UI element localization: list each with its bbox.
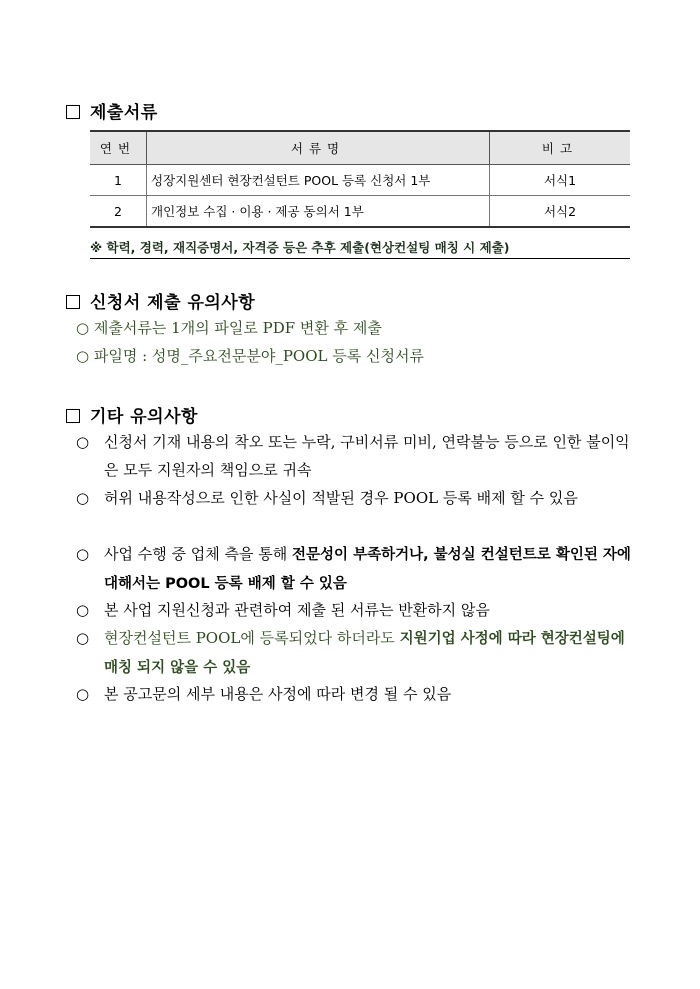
- list-item-bold: 지원기업 사정에 따라 현장컨설팅에 매칭 되지 않을 수 있음: [104, 631, 625, 676]
- bullet-circle-icon: ○: [76, 433, 90, 451]
- section-title-text: 신청서 제출 유의사항: [90, 293, 256, 313]
- checkbox-square-icon: [66, 105, 80, 119]
- bullet-circle-icon: ○: [76, 685, 90, 703]
- list-item-text: [104, 540, 636, 598]
- list-item: [76, 314, 636, 342]
- row-name: 성장지원센터 현장컨설턴트 POOL 등록 신청서 1부: [147, 165, 490, 196]
- list-item: [76, 680, 636, 708]
- bullet-circle-icon: ○: [76, 545, 90, 563]
- header-no: 연번: [90, 131, 147, 165]
- section-title-text: 제출서류: [90, 103, 158, 123]
- list-item: [76, 484, 636, 512]
- bullet-circle-icon: ○: [76, 489, 90, 507]
- table-row: [90, 165, 630, 196]
- row-no: 2: [90, 196, 147, 228]
- checkbox-square-icon: [66, 295, 80, 309]
- bullet-circle-icon: ○: [76, 629, 90, 647]
- header-name: 서류명: [147, 131, 490, 165]
- section-title-text: 기타 유의사항: [90, 407, 198, 427]
- documents-table: [90, 130, 630, 228]
- list-item: [76, 540, 636, 598]
- list-item-text: 허위 내용작성으로 인한 사실이 적발된 경우 POOL 등록 배제 할 수 있음: [104, 489, 578, 507]
- list-item: [76, 342, 636, 370]
- list-item-text: [104, 624, 636, 682]
- list-item: [76, 428, 636, 484]
- list-item-text: ○ 파일명 : 성명_주요전문분야_POOL 등록 신청서류: [76, 347, 424, 365]
- list-item-text: 신청서 기재 내용의 착오 또는 누락, 구비서류 미비, 연락불능 등으로 인한 불이익은 모두 지원자의 책임으로 귀속: [104, 433, 630, 479]
- list-item-bold: 전문성이 부족하거나, 불성실 컨설턴트로 확인된 자에 대해서는 POOL 등록 배제 할 수 있음: [104, 547, 631, 592]
- list-item-plain: 현장컨설턴트 POOL에 등록되었다 하더라도: [104, 629, 400, 647]
- section-title-other: [66, 402, 198, 427]
- list-item-text: 본 사업 지원신청과 관련하여 제출 된 서류는 반환하지 않음: [104, 601, 490, 619]
- row-note: 서식1: [490, 165, 631, 196]
- checkbox-square-icon: [66, 409, 80, 423]
- section-title-documents: [66, 98, 158, 123]
- submission-note: ※ 학력, 경력, 재직증명서, 자격증 등은 추후 제출(현상컨설팅 매칭 시 제출): [90, 238, 630, 259]
- row-note: 서식2: [490, 196, 631, 228]
- row-name: 개인정보 수집 · 이용 · 제공 동의서 1부: [147, 196, 490, 228]
- bullet-circle-icon: ○: [76, 601, 90, 619]
- list-item-plain: 사업 수행 중 업체 측을 통해: [104, 545, 292, 563]
- table-row: [90, 196, 630, 228]
- list-item: [76, 624, 636, 682]
- section-title-submission: [66, 288, 255, 313]
- list-item: [76, 596, 636, 624]
- header-note: 비고: [490, 131, 631, 165]
- table-header-row: [90, 131, 630, 165]
- list-item-text: 본 공고문의 세부 내용은 사정에 따라 변경 될 수 있음: [104, 685, 452, 703]
- row-no: 1: [90, 165, 147, 196]
- list-item-text: ○ 제출서류는 1개의 파일로 PDF 변환 후 제출: [76, 319, 382, 337]
